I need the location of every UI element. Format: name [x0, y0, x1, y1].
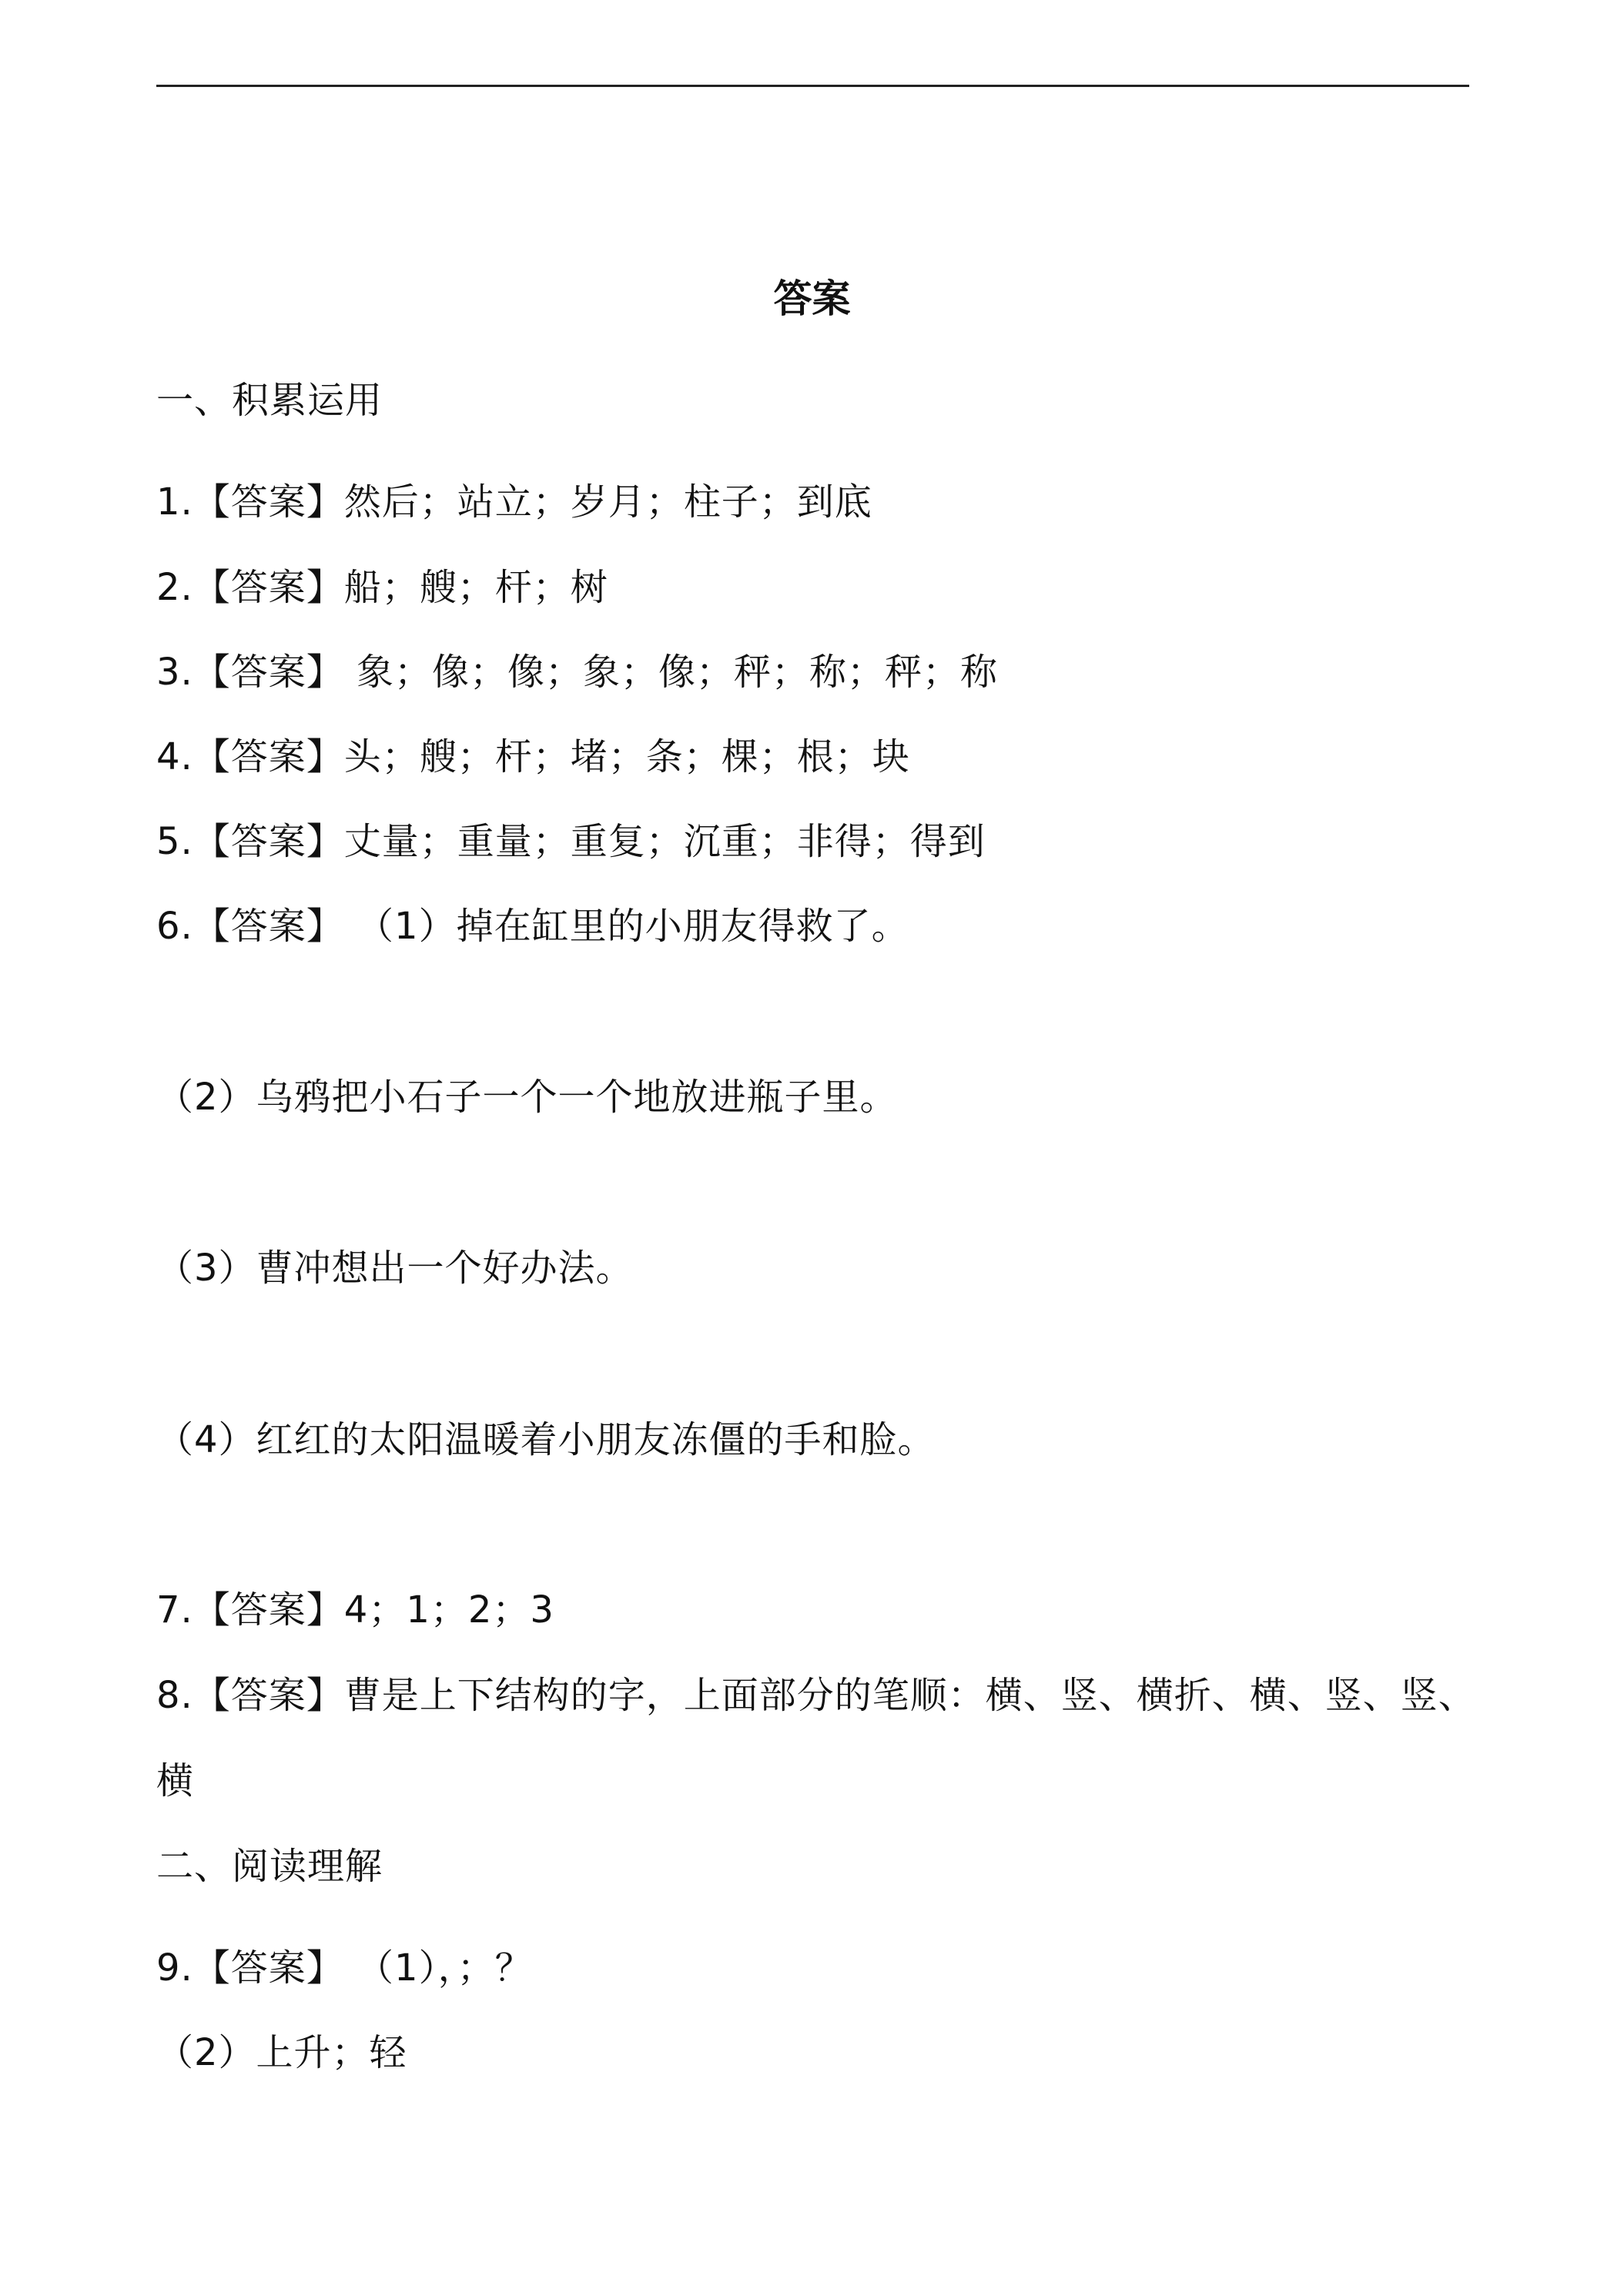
answer-6-part-1: 6.【答案】 （1）掉在缸里的小朋友得救了。 [156, 905, 909, 948]
answer-5: 5.【答案】丈量；重量；重复；沉重；非得；得到 [156, 820, 986, 863]
answer-6-part-3: （3）曹冲想出一个好办法。 [156, 1247, 634, 1290]
answer-7: 7.【答案】4；1；2；3 [156, 1588, 554, 1632]
answer-6-part-2: （2）乌鸦把小石子一个一个地放进瓶子里。 [156, 1076, 898, 1119]
answer-8-line-1: 8.【答案】曹是上下结构的字，上面部分的笔顺：横、竖、横折、横、竖、竖、 [156, 1674, 1476, 1717]
answer-1: 1.【答案】然后；站立；岁月；柱子；到底 [156, 480, 872, 524]
section-heading-accumulation: 一、积累运用 [156, 379, 383, 422]
answer-3: 3.【答案】 象；像；像；象；像；秤；称；秤；称 [156, 651, 999, 694]
section-heading-reading: 二、阅读理解 [156, 1845, 383, 1888]
page-title: 答案 [773, 276, 851, 321]
answer-9-part-1: 9.【答案】 （1），；？ [156, 1946, 533, 1990]
answer-6-part-4: （4）红红的太阳温暖着小朋友冻僵的手和脸。 [156, 1418, 936, 1461]
answer-9-part-2: （2）上升；轻 [156, 2031, 407, 2074]
header-rule [156, 85, 1469, 87]
answer-8-line-2: 横 [156, 1759, 195, 1802]
answer-2: 2.【答案】船；艘；杆；树 [156, 566, 608, 609]
answer-4: 4.【答案】头；艘；杆；堵；条；棵；根；块 [156, 735, 910, 778]
